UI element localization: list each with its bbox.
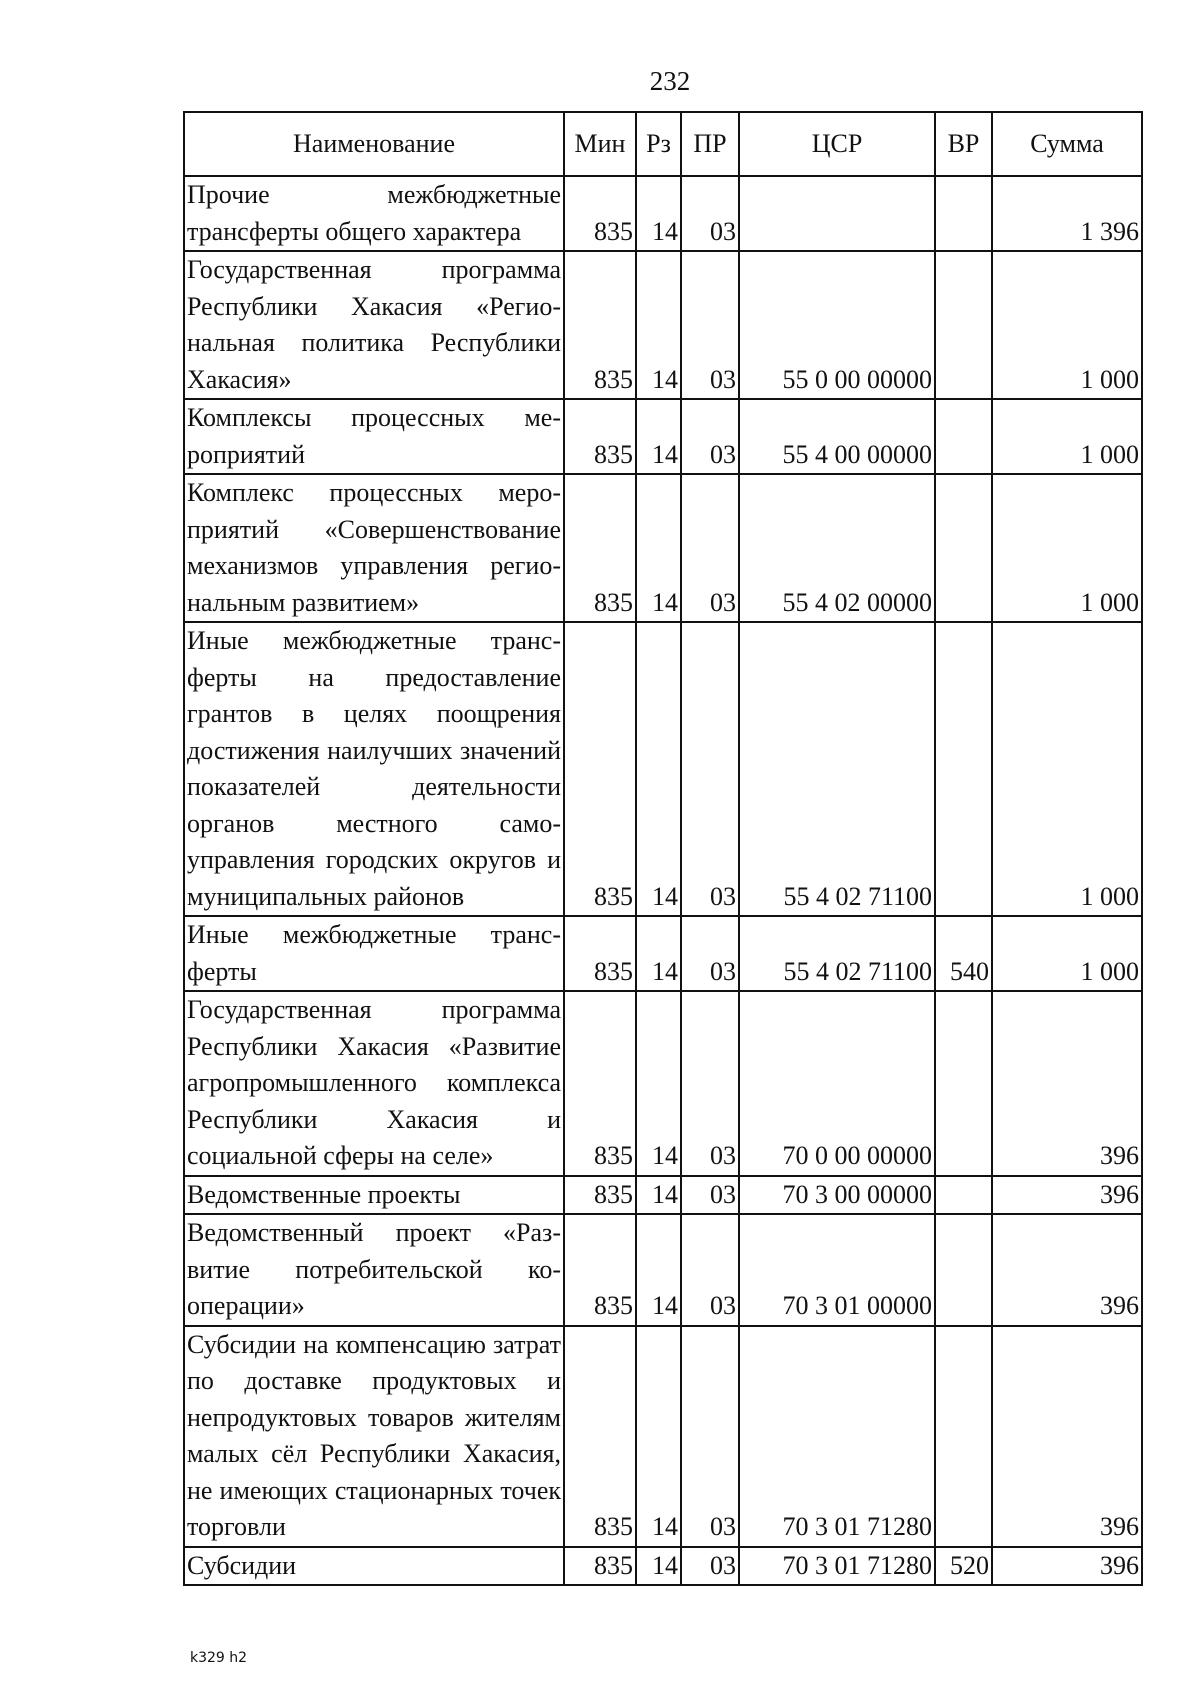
row-sum: 1 000: [992, 916, 1142, 991]
header-vr: ВР: [935, 112, 992, 176]
row-name: Субсидии на компенсацию затрат по доставке продуктовых и непродуктовых товаров жителям малых сёл Республики Хакасия, не имеющих стационарных точек торговли: [184, 1326, 564, 1547]
table-row: [184, 1214, 1142, 1326]
row-pr: 03: [681, 1176, 739, 1215]
row-sum: 1 000: [992, 399, 1142, 474]
row-pr: 03: [681, 1326, 739, 1547]
row-min: 835: [564, 1214, 636, 1326]
row-pr: 03: [681, 991, 739, 1176]
table-row: [184, 916, 1142, 991]
row-pr: 03: [681, 176, 739, 251]
row-sum: 396: [992, 1176, 1142, 1215]
row-rz: 14: [636, 1547, 681, 1586]
row-vr: 540: [935, 916, 992, 991]
row-vr: [935, 622, 992, 916]
header-csr: ЦСР: [739, 112, 935, 176]
row-csr: 70 3 00 00000: [739, 1176, 935, 1215]
row-min: 835: [564, 176, 636, 251]
row-pr: 03: [681, 1547, 739, 1586]
row-vr: [935, 1176, 992, 1215]
row-csr: 55 4 02 71100: [739, 622, 935, 916]
row-csr: 55 4 00 00000: [739, 399, 935, 474]
row-rz: 14: [636, 1176, 681, 1215]
row-name: Государственная программа Республики Хакасия «Развитие агропромышленного комплекса Республики Хакасия и социальной сферы на селе»: [184, 991, 564, 1176]
row-sum: 396: [992, 991, 1142, 1176]
row-sum: 1 396: [992, 176, 1142, 251]
row-csr: 55 0 00 00000: [739, 251, 935, 399]
row-vr: [935, 1214, 992, 1326]
row-vr: [935, 399, 992, 474]
row-name: Ведомственные проекты: [184, 1176, 564, 1215]
row-pr: 03: [681, 916, 739, 991]
row-min: 835: [564, 991, 636, 1176]
row-name: Иные межбюджетные трансферты: [184, 916, 564, 991]
header-rz: Рз: [636, 112, 681, 176]
header-min: Мин: [564, 112, 636, 176]
row-rz: 14: [636, 991, 681, 1176]
row-sum: 1 000: [992, 251, 1142, 399]
row-rz: 14: [636, 251, 681, 399]
table-row: [184, 474, 1142, 622]
table-row: [184, 1176, 1142, 1215]
table-row: [184, 251, 1142, 399]
row-vr: [935, 1326, 992, 1547]
row-min: 835: [564, 1176, 636, 1215]
row-sum: 1 000: [992, 474, 1142, 622]
row-name: Комплексы процессных мероприятий: [184, 399, 564, 474]
row-csr: 70 3 01 00000: [739, 1214, 935, 1326]
row-rz: 14: [636, 176, 681, 251]
row-rz: 14: [636, 399, 681, 474]
header-pr: ПР: [681, 112, 739, 176]
row-rz: 14: [636, 474, 681, 622]
table-row: [184, 1326, 1142, 1547]
row-min: 835: [564, 251, 636, 399]
row-name: Ведомственный проект «Развитие потребительской кооперации»: [184, 1214, 564, 1326]
row-min: 835: [564, 1326, 636, 1547]
row-name: Иные межбюджетные трансферты на предоставление грантов в целях поощрения достижения наилучших значений показателей деятельности органов местного самоуправления городских округов и муниципальных районов: [184, 622, 564, 916]
row-pr: 03: [681, 474, 739, 622]
row-sum: 1 000: [992, 622, 1142, 916]
row-pr: 03: [681, 251, 739, 399]
row-min: 835: [564, 474, 636, 622]
row-rz: 14: [636, 622, 681, 916]
row-min: 835: [564, 399, 636, 474]
row-name: Субсидии: [184, 1547, 564, 1586]
row-sum: 396: [992, 1547, 1142, 1586]
row-pr: 03: [681, 399, 739, 474]
table-header: [184, 112, 1142, 176]
row-csr: 55 4 02 00000: [739, 474, 935, 622]
footer-code: k329 h2: [190, 1650, 248, 1666]
header-sum: Сумма: [992, 112, 1142, 176]
budget-table: [183, 111, 1143, 1586]
row-csr: 70 0 00 00000: [739, 991, 935, 1176]
row-sum: 396: [992, 1214, 1142, 1326]
header-row: [184, 112, 1142, 176]
table-body: [184, 176, 1142, 1585]
row-csr: 55 4 02 71100: [739, 916, 935, 991]
row-csr: 70 3 01 71280: [739, 1326, 935, 1547]
row-rz: 14: [636, 1214, 681, 1326]
header-name: Наименование: [184, 112, 564, 176]
row-min: 835: [564, 916, 636, 991]
row-name: Государственная программа Республики Хакасия «Региональная политика Республики Хакасия»: [184, 251, 564, 399]
row-vr: [935, 991, 992, 1176]
row-csr: [739, 176, 935, 251]
table-row: [184, 991, 1142, 1176]
row-sum: 396: [992, 1326, 1142, 1547]
row-pr: 03: [681, 1214, 739, 1326]
row-rz: 14: [636, 1326, 681, 1547]
row-rz: 14: [636, 916, 681, 991]
row-vr: [935, 176, 992, 251]
row-vr: [935, 251, 992, 399]
row-min: 835: [564, 1547, 636, 1586]
table-row: [184, 399, 1142, 474]
row-name: Прочие межбюджетные трансферты общего характера: [184, 176, 564, 251]
page-number: 232: [649, 66, 691, 96]
table-row: [184, 176, 1142, 251]
row-vr: [935, 474, 992, 622]
table-row: [184, 622, 1142, 916]
row-min: 835: [564, 622, 636, 916]
table-row: [184, 1547, 1142, 1586]
row-pr: 03: [681, 622, 739, 916]
row-name: Комплекс процессных мероприятий «Совершенствование механизмов управления региональным развитием»: [184, 474, 564, 622]
row-csr: 70 3 01 71280: [739, 1547, 935, 1586]
row-vr: 520: [935, 1547, 992, 1586]
